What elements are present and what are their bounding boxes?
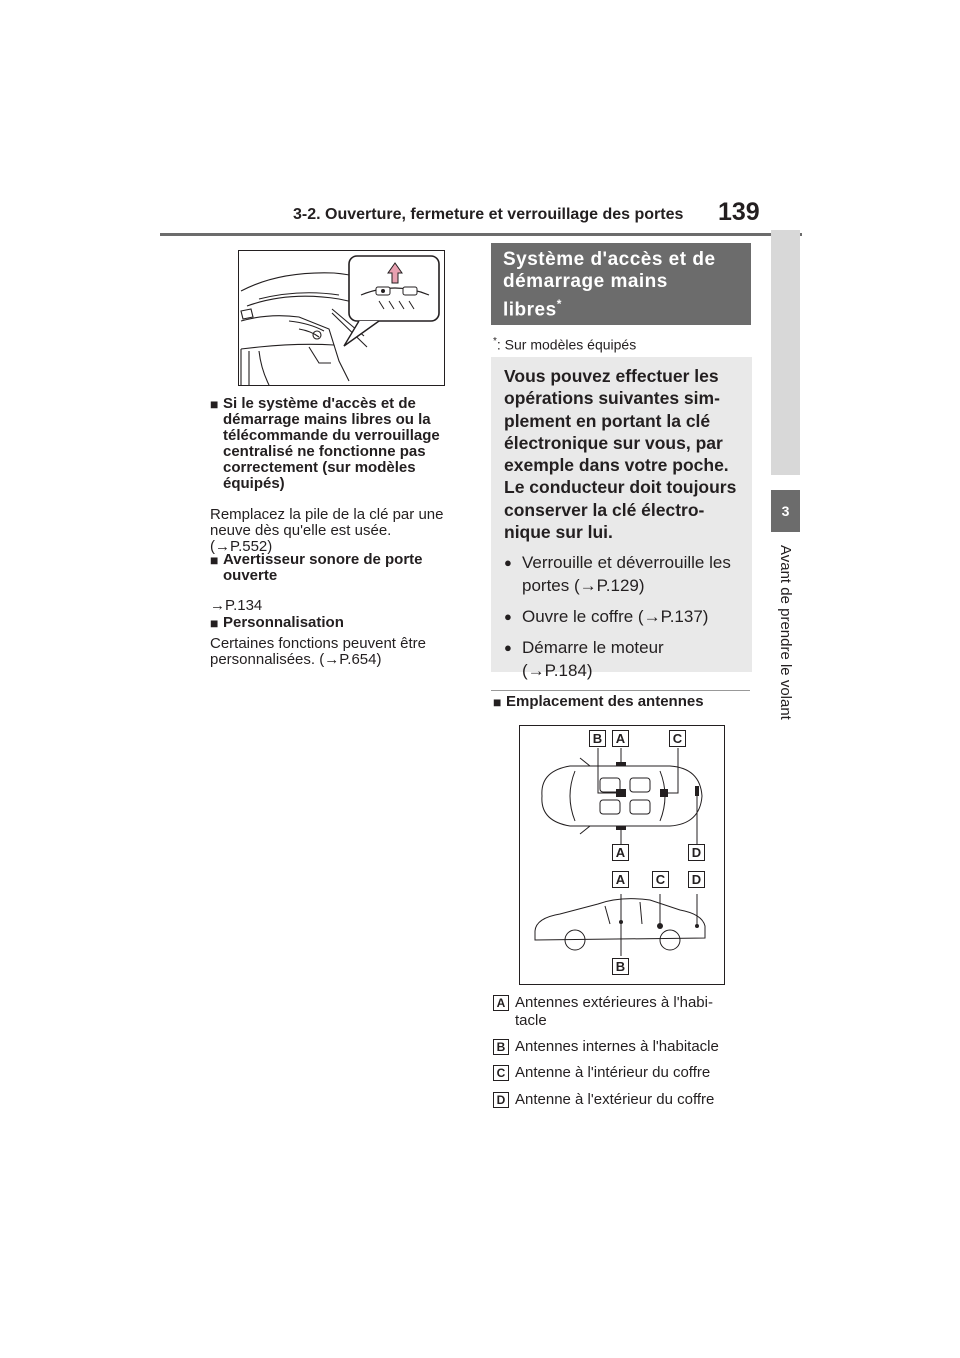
- car-rear-icon: [239, 251, 444, 385]
- square-bullet-icon: ■: [210, 552, 219, 568]
- section-customization: [210, 615, 470, 668]
- section-door-buzzer: [210, 552, 470, 614]
- info-intro: Vous pouvez effectuer les opérations suivantes sim- plement en portant la clé électronique sur vous, par exemple dans votre poche. Le conducteur doit toujours conserver la clé électro- nique sur lui.: [504, 366, 737, 543]
- section-keyless-malfunction: [210, 396, 470, 555]
- section-heading: ■ Si le système d'accès et de démarrage mains libres ou la télécommande du verrouillage centralisé ne fonctionne pas correctement (sur modèles équipés): [210, 395, 440, 492]
- label-b: B: [589, 730, 606, 747]
- section-body: Certaines fonctions peuvent être personnalisées. (→P.654): [210, 635, 426, 668]
- bullet-dot-icon: ●: [504, 609, 512, 625]
- label-b: B: [612, 958, 629, 975]
- antenna-diagram: [519, 725, 725, 985]
- antenna-heading: ■ Emplacement des antennes: [493, 693, 704, 710]
- bullet-dot-icon: ●: [504, 640, 512, 656]
- header-rule: [160, 233, 802, 236]
- info-item-trunk: ● Ouvre le coffre (→P.137): [504, 607, 709, 627]
- section-body: Remplacez la pile de la clé par une neuve dès qu'elle est usée. (→P.552): [210, 506, 444, 555]
- page-number: 139: [718, 198, 760, 226]
- square-bullet-icon: ■: [210, 396, 219, 412]
- square-bullet-icon: ■: [493, 694, 502, 710]
- section-heading: ■ Personnalisation: [210, 614, 344, 631]
- label-c: C: [652, 871, 669, 888]
- label-a: A: [612, 730, 629, 747]
- label-a: A: [612, 844, 629, 861]
- legend-b: B Antennes internes à l'habitacle: [493, 1038, 719, 1056]
- header-title: 3-2. Ouverture, fermeture et verrouillage des portes: [293, 206, 684, 223]
- legend-a: A Antennes extérieures à l'habi- tacle: [493, 994, 713, 1030]
- legend-d: D Antenne à l'extérieur du coffre: [493, 1091, 714, 1109]
- square-bullet-icon: ■: [210, 615, 219, 631]
- info-item-lock: ● Verrouille et déverrouille les portes (→P.129): [504, 553, 731, 596]
- label-c: C: [669, 730, 686, 747]
- info-box: [491, 357, 752, 681]
- trunk-illustration: [238, 250, 445, 386]
- label-d: D: [688, 871, 705, 888]
- label-a: A: [612, 871, 629, 888]
- section-title: Système d'accès et de démarrage mains libres*: [491, 243, 751, 325]
- label-d: D: [688, 844, 705, 861]
- section-heading: ■ Avertisseur sonore de porte ouverte: [210, 551, 423, 584]
- bullet-dot-icon: ●: [504, 555, 512, 571]
- chapter-label: Avant de prendre le volant: [777, 545, 794, 720]
- side-tab-bar: [771, 230, 800, 475]
- info-item-engine: ● Démarre le moteur (→P.184): [504, 638, 664, 681]
- footnote: *: Sur modèles équipés: [493, 336, 637, 353]
- section-body: →P.134: [210, 597, 263, 614]
- legend-c: C Antenne à l'intérieur du coffre: [493, 1064, 710, 1082]
- chapter-tab: 3: [771, 490, 800, 532]
- divider: [491, 690, 750, 691]
